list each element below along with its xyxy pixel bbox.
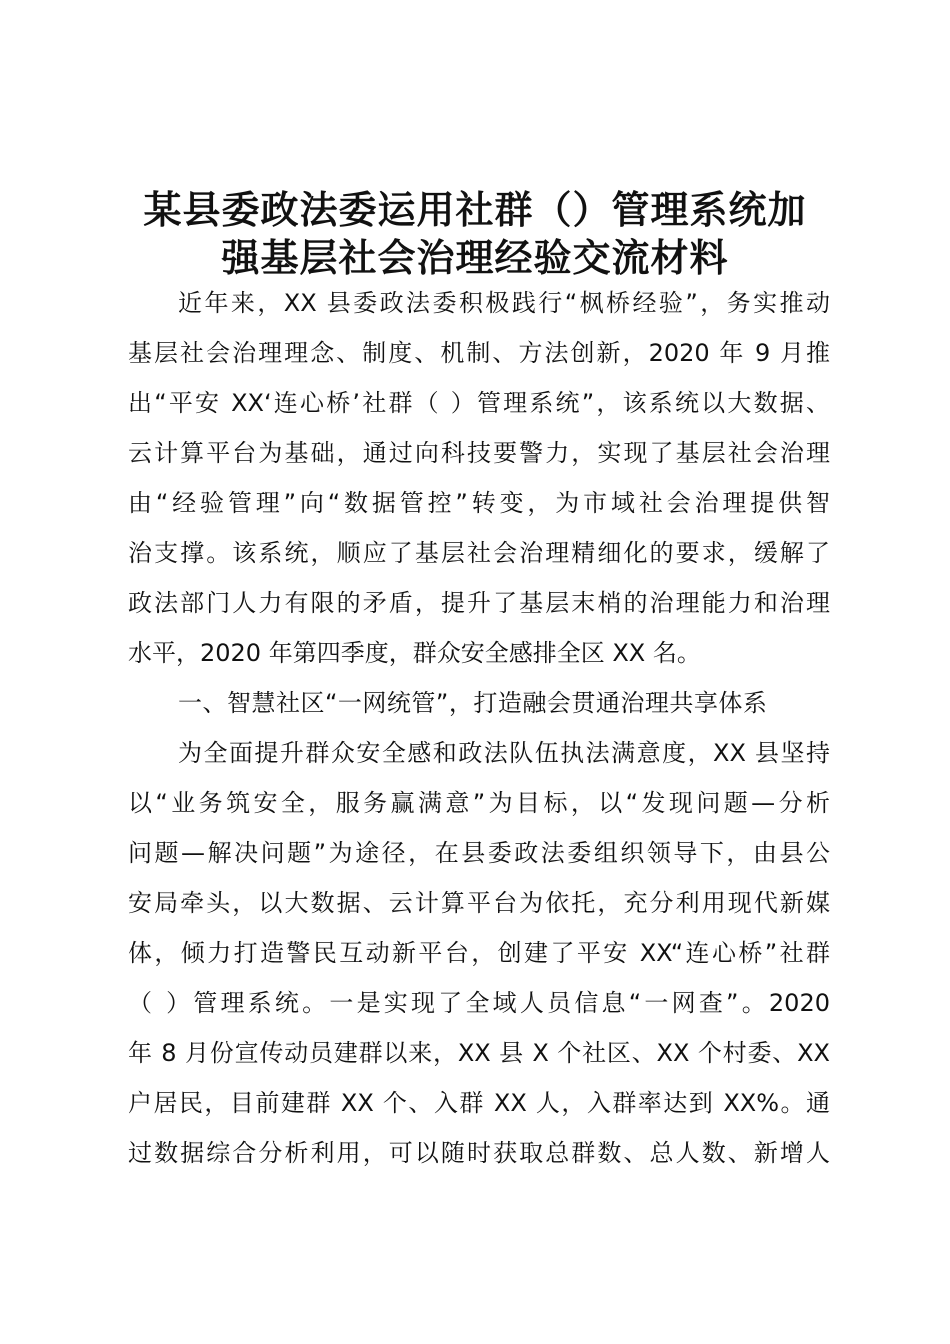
paragraph-line: 为全面提升群众安全感和政法队伍执法满意度，XX 县坚持: [178, 739, 830, 767]
paragraph-line: 户居民，目前建群 XX 个、入群 XX 人，入群率达到 XX%。通: [128, 1089, 830, 1117]
paragraph-line: 基层社会治理理念、制度、机制、方法创新，2020 年 9 月推: [128, 339, 830, 367]
paragraph-line: 治支撑。该系统，顺应了基层社会治理精细化的要求，缓解了: [128, 539, 830, 567]
title-line: 强基层社会治理经验交流材料: [221, 236, 729, 280]
paragraph-line: 以“业务筑安全，服务赢满意”为目标，以“发现问题—分析: [128, 789, 830, 817]
paragraph-line: 体，倾力打造警民互动新平台，创建了平安 XX“连心桥”社群: [128, 939, 830, 967]
paragraph-line: 出“平安 XX‘连心桥’社群（ ）管理系统”，该系统以大数据、: [128, 389, 830, 417]
paragraph-line: 安局牵头，以大数据、云计算平台为依托，充分利用现代新媒: [128, 889, 830, 917]
paragraph-line: 由“经验管理”向“数据管控”转变，为市域社会治理提供智: [128, 489, 830, 517]
paragraph-line: 云计算平台为基础，通过向科技要警力，实现了基层社会治理: [128, 439, 830, 467]
paragraph-line: （ ）管理系统。一是实现了全域人员信息“一网查”。2020: [128, 989, 830, 1017]
paragraph-line: 过数据综合分析利用，可以随时获取总群数、总人数、新增人: [128, 1139, 830, 1167]
paragraph-line: 年 8 月份宣传动员建群以来，XX 县 X 个社区、XX 个村委、XX: [128, 1039, 830, 1067]
title-line: 某县委政法委运用社群（）管理系统加: [143, 188, 807, 232]
paragraph-line: 政法部门人力有限的矛盾，提升了基层末梢的治理能力和治理: [128, 589, 830, 617]
paragraph-line: 水平，2020 年第四季度，群众安全感排全区 XX 名。: [128, 639, 701, 667]
section-heading: 一、智慧社区“一网统管”，打造融会贯通治理共享体系: [178, 689, 768, 717]
paragraph-line: 问题—解决问题”为途径，在县委政法委组织领导下，由县公: [128, 839, 830, 867]
paragraph-line: 近年来，XX 县委政法委积极践行“枫桥经验”，务实推动: [178, 289, 830, 317]
